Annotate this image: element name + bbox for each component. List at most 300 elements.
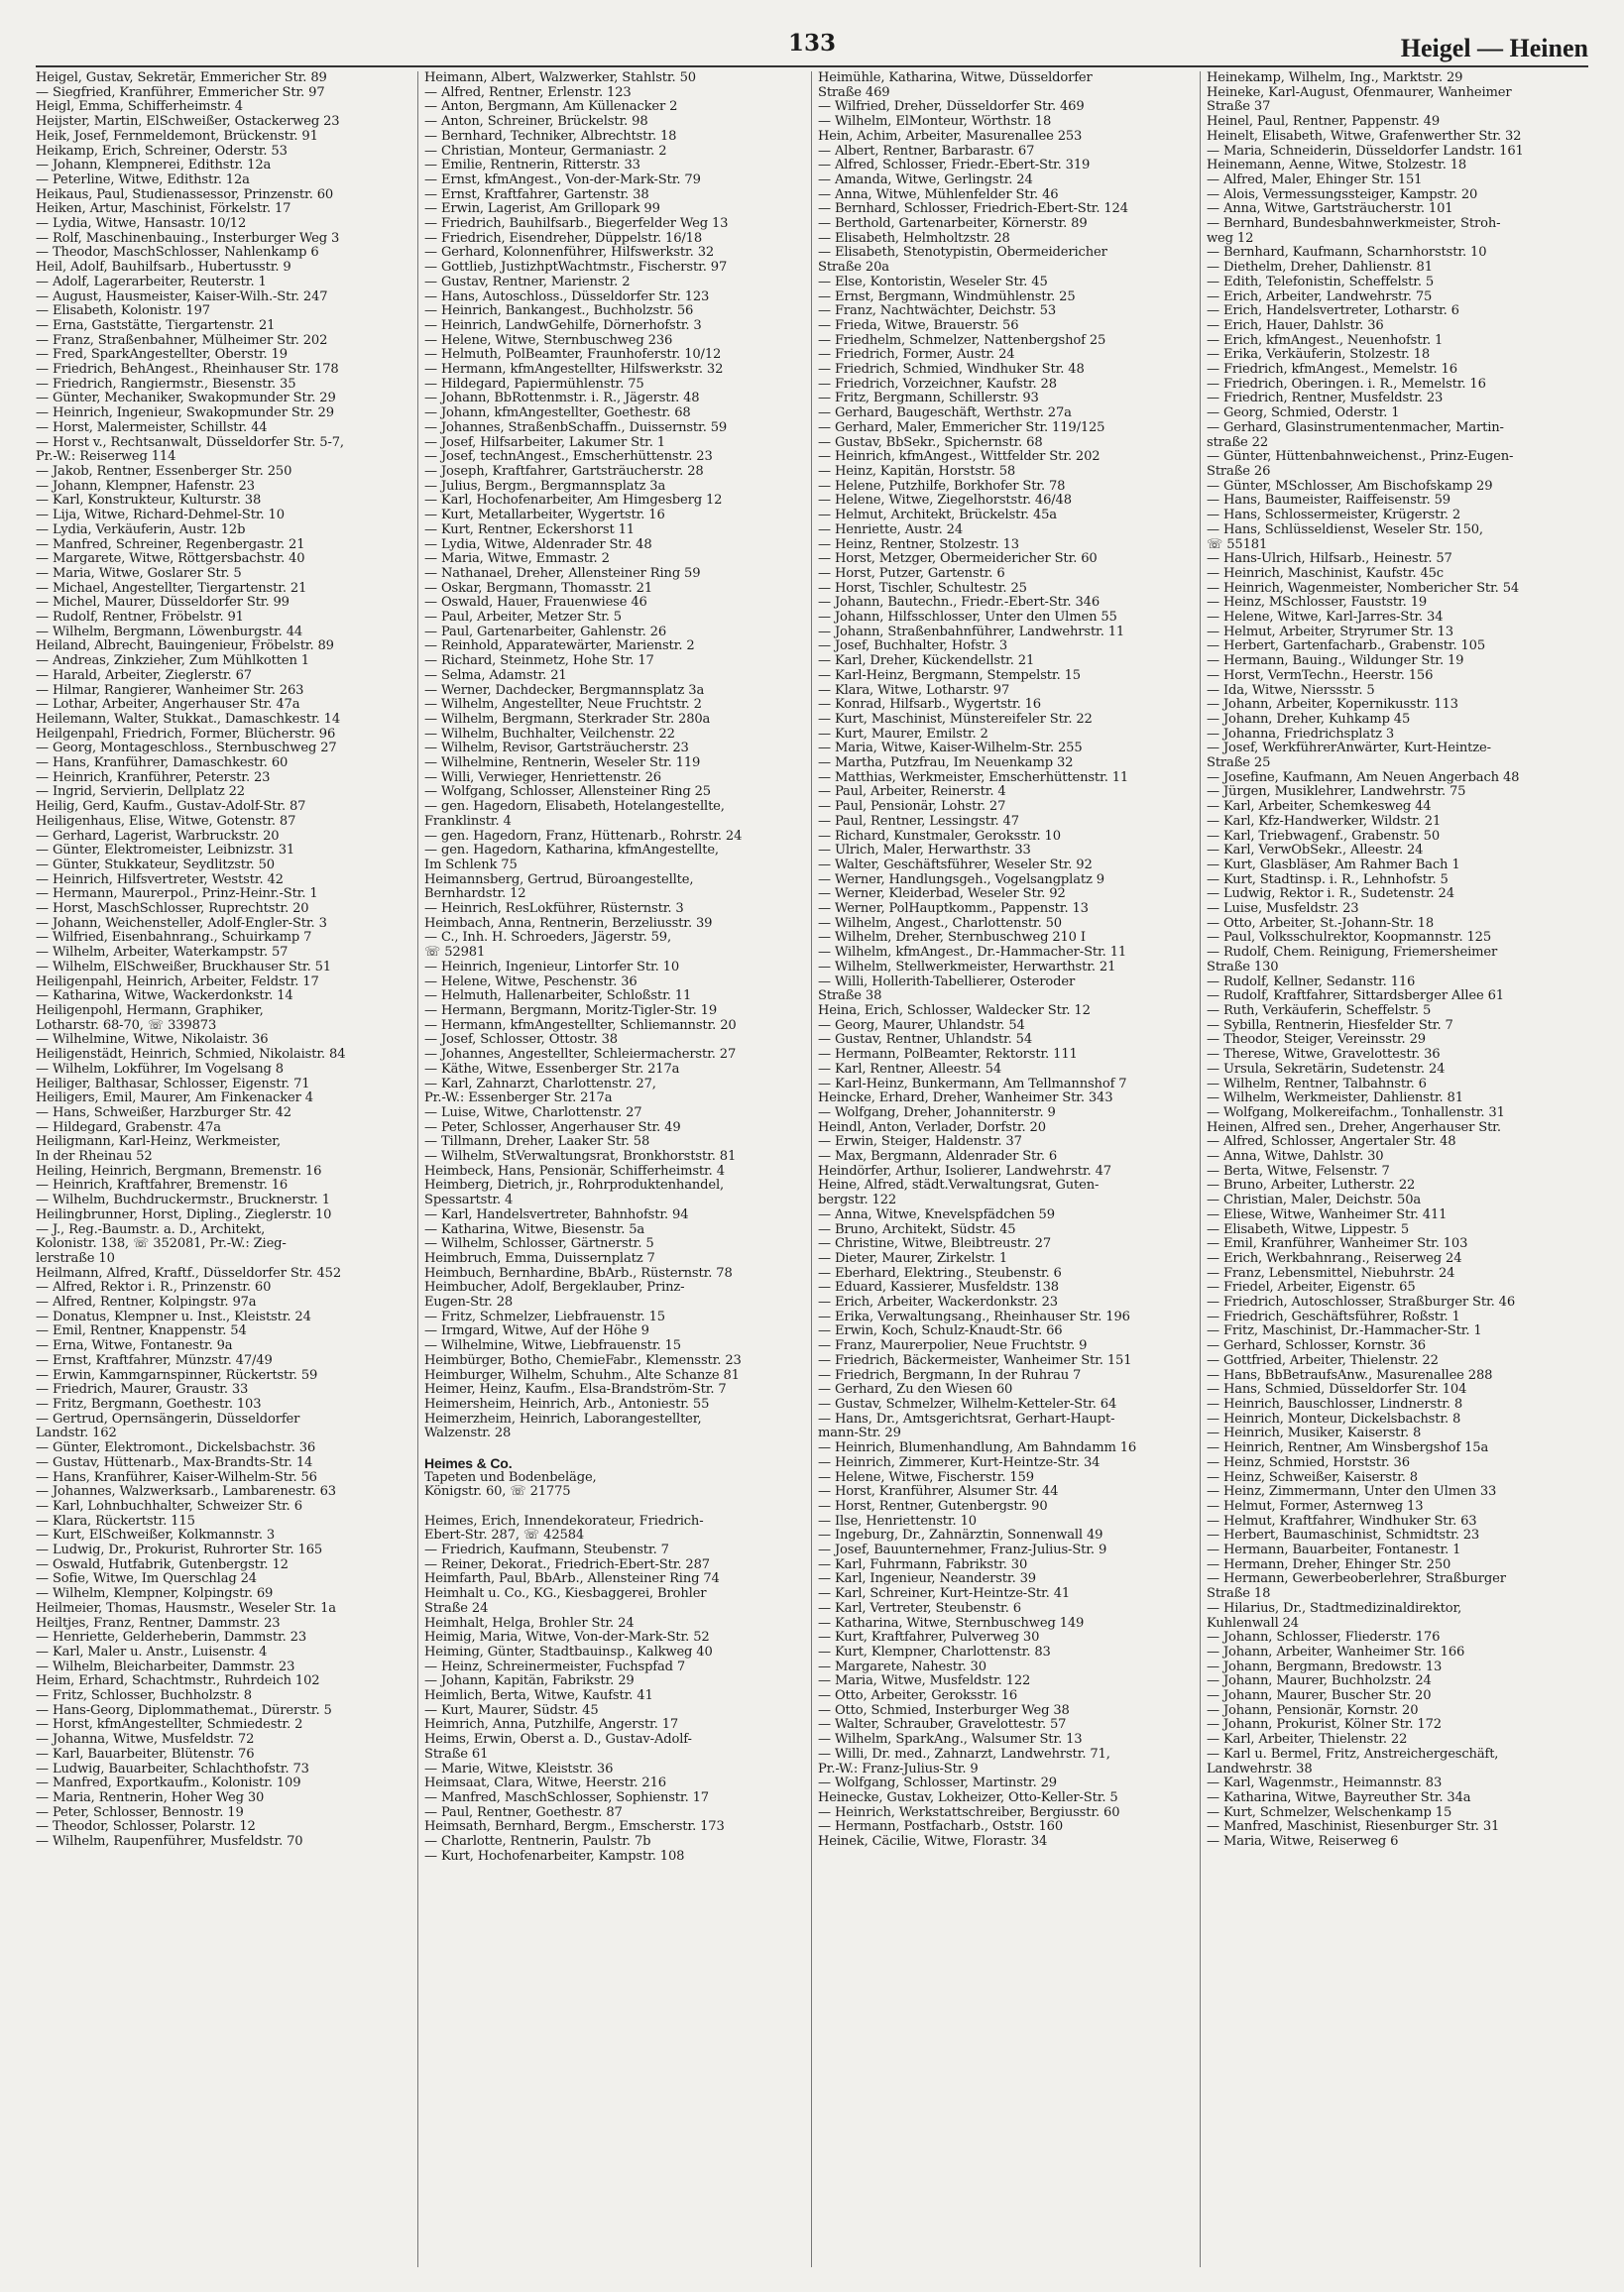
directory-entry-line: — Walter, Geschäftsführer, Weseler Str. 92 <box>818 858 1093 872</box>
directory-entry-line: — Katharina, Witwe, Bayreuther Str. 34a <box>1207 1790 1471 1805</box>
directory-entry-line: Heimfarth, Paul, BbArb., Allensteiner Ring 74 <box>424 1572 720 1587</box>
directory-entry-line: Heinek, Cäcilie, Witwe, Florastr. 34 <box>818 1835 1048 1850</box>
directory-entry-line: — Karl, Wagenmstr., Heimannstr. 83 <box>1207 1776 1443 1791</box>
directory-entry-line: — J., Reg.-Baumstr. a. D., Architekt, <box>36 1222 266 1237</box>
directory-entry-line: — Horst, Malermeister, Schillstr. 44 <box>36 420 268 435</box>
directory-entry-line: — Hermann, PolBeamter, Rektorstr. 111 <box>818 1048 1078 1063</box>
directory-entry-line: Heinelt, Elisabeth, Witwe, Grafenwerther Str. 32 <box>1207 129 1522 144</box>
directory-entry-line: — Wilhelm, ElSchweißer, Bruckhauser Str. 51 <box>36 960 331 974</box>
directory-entry-line: — Johannes, Walzwerksarb., Lambarenestr. 63 <box>36 1485 336 1500</box>
directory-entry-line: — Helmut, Architekt, Brückelstr. 45a <box>818 509 1057 523</box>
directory-entry-line: — Karl, Zahnarzt, Charlottenstr. 27, <box>424 1077 656 1091</box>
directory-entry-line: weg 12 <box>1207 231 1254 246</box>
directory-entry-line: — gen. Hagedorn, Elisabeth, Hotelangestellte, <box>424 800 725 815</box>
directory-entry-line: — Karl, Arbeiter, Thielenstr. 22 <box>1207 1733 1408 1748</box>
directory-entry-line: — Ulrich, Maler, Herwarthstr. 33 <box>818 844 1031 859</box>
directory-entry-line: Heimig, Maria, Witwe, Von-der-Mark-Str. 52 <box>424 1631 710 1646</box>
directory-entry-line: — Kurt, Maurer, Emilstr. 2 <box>818 727 988 742</box>
directory-entry-line: — Wilfried, Dreher, Düsseldorfer Str. 469 <box>818 100 1085 115</box>
directory-entry-line: — Gerhard, Schlosser, Kornstr. 36 <box>1207 1339 1426 1354</box>
directory-entry-line: — Katharina, Witwe, Sternbuschweg 149 <box>818 1616 1085 1631</box>
directory-entry-line: — Karl, Arbeiter, Schemkesweg 44 <box>1207 800 1432 815</box>
directory-entry-line: — Heinrich, Bankangest., Buchholzstr. 56 <box>424 304 694 319</box>
directory-entry-line: — Julius, Bergm., Bergmannsplatz 3a <box>424 479 666 494</box>
directory-entry-line: — Georg, Montageschloss., Sternbuschweg 27 <box>36 742 337 756</box>
directory-entry-line: — Hans, Baumeister, Raiffeisenstr. 59 <box>1207 494 1450 509</box>
directory-entry-line: — Wilhelm, Werkmeister, Dahlienstr. 81 <box>1207 1091 1463 1106</box>
directory-entry-line: — Hermann, Maurerpol., Prinz-Heinr.-Str. 1 <box>36 887 318 902</box>
directory-entry-line: — Wilhelmine, Witwe, Liebfrauenstr. 15 <box>424 1339 681 1354</box>
directory-entry-line: Pr.-W.: Franz-Julius-Str. 9 <box>818 1762 979 1776</box>
directory-entry-line: Heimbürger, Botho, ChemieFabr., Klemensstr. 23 <box>424 1353 742 1368</box>
directory-entry-line: — Friedrich, Oberingen. i. R., Memelstr. 16 <box>1207 377 1486 392</box>
directory-entry-line: Heina, Erich, Schlosser, Waldecker Str. 12 <box>818 1004 1091 1018</box>
directory-entry-line: — Oswald, Hauer, Frauenwiese 46 <box>424 596 647 611</box>
directory-entry-line: — Lothar, Arbeiter, Angerhauser Str. 47a <box>36 698 300 713</box>
directory-entry-line: — Heinrich, Wagenmeister, Nombericher Str. 54 <box>1207 581 1520 596</box>
directory-entry-line: — Margarete, Witwe, Röttgersbachstr. 40 <box>36 552 305 567</box>
directory-entry-line: — Hans, Schlossermeister, Krügerstr. 2 <box>1207 509 1461 523</box>
directory-entry-line: — Gerhard, Zu den Wiesen 60 <box>818 1383 1013 1398</box>
directory-entry-line: Spessartstr. 4 <box>424 1194 514 1208</box>
directory-entry-line: — Jakob, Rentner, Essenberger Str. 250 <box>36 464 292 479</box>
directory-entry-line: Heimes, Erich, Innendekorateur, Friedrich- <box>424 1514 704 1529</box>
directory-entry-line: — Rudolf, Kellner, Sedanstr. 116 <box>1207 974 1416 989</box>
directory-entry-line: In der Rheinau 52 <box>36 1150 153 1165</box>
directory-entry-line: — Hans, BbBetraufsAnw., Masurenallee 288 <box>1207 1368 1493 1383</box>
directory-entry-line: — Josef, technAngest., Emscherhüttenstr. 23 <box>424 450 713 465</box>
directory-entry-line: — Erich, kfmAngest., Neuenhofstr. 1 <box>1207 333 1444 348</box>
directory-entry-line: — Manfred, Schreiner, Regenbergastr. 21 <box>36 537 305 552</box>
directory-entry-line: — Franz, Nachtwächter, Deichstr. 53 <box>818 304 1057 319</box>
directory-entry-line: — Paul, Volksschulrektor, Koopmannstr. 125 <box>1207 931 1492 946</box>
directory-entry-line: Königstr. 60, ☏ 21775 <box>424 1485 571 1500</box>
directory-entry-line: — Karl, Fuhrmann, Fabrikstr. 30 <box>818 1557 1028 1572</box>
directory-entry-line: — Anna, Witwe, Mühlenfelder Str. 46 <box>818 187 1059 202</box>
directory-entry-line: — Wilhelm, Dreher, Sternbuschweg 210 I <box>818 931 1086 946</box>
directory-entry-line: — Friedrich, Geschäftsführer, Roßstr. 1 <box>1207 1310 1460 1324</box>
directory-entry-line: Heimerzheim, Heinrich, Laborangestellter, <box>424 1412 702 1427</box>
directory-entry-line: Heims, Erwin, Oberst a. D., Gustav-Adolf- <box>424 1733 692 1748</box>
directory-entry-line: ☏ 55181 <box>1207 537 1268 552</box>
directory-entry-line: — Kurt, Stadtinsp. i. R., Lehnhofstr. 5 <box>1207 872 1449 887</box>
directory-entry-line: — Wolfgang, Schlosser, Allensteiner Ring 25 <box>424 785 711 800</box>
directory-entry-line: — gen. Hagedorn, Franz, Hüttenarb., Rohrstr. 24 <box>424 829 743 844</box>
directory-entry-line: — Horst, Kranführer, Alsumer Str. 44 <box>818 1485 1059 1500</box>
directory-entry-line: — Friedel, Arbeiter, Eigenstr. 65 <box>1207 1281 1416 1296</box>
directory-entry-line: — Wilhelm, Bleicharbeiter, Dammstr. 23 <box>36 1660 295 1674</box>
directory-entry-line: — Paul, Arbeiter, Reinerstr. 4 <box>818 785 1006 800</box>
directory-entry-line: — Anna, Witwe, Dahlstr. 30 <box>1207 1150 1384 1165</box>
directory-entry-line: — Josef, Buchhalter, Hofstr. 3 <box>818 639 1008 654</box>
directory-entry-line: Heilemann, Walter, Stukkat., Damaschkestr. 14 <box>36 712 340 727</box>
directory-entry-line: Heimbeck, Hans, Pensionär, Schifferheimstr. 4 <box>424 1164 725 1179</box>
directory-entry-line: Heimbuch, Bernhardine, BbArb., Rüsternstr. 78 <box>424 1266 733 1281</box>
directory-entry-line: — Franz, Lebensmittel, Niebuhrstr. 24 <box>1207 1266 1455 1281</box>
directory-entry-line: — Johann, Klempner, Hafenstr. 23 <box>36 479 255 494</box>
directory-entry-line: lerstraße 10 <box>36 1251 115 1266</box>
directory-entry-line: — Katharina, Witwe, Biesenstr. 5a <box>424 1222 645 1237</box>
directory-entry-line: — Frieda, Witwe, Brauerstr. 56 <box>818 318 1019 333</box>
directory-entry-line: Heimes & Co. <box>424 1455 513 1471</box>
directory-entry-line: Hein, Achim, Arbeiter, Masurenallee 253 <box>818 129 1083 144</box>
directory-entry-line: — Paul, Rentner, Goethestr. 87 <box>424 1805 623 1820</box>
directory-entry-line: — Hans-Ulrich, Hilfsarb., Heinestr. 57 <box>1207 552 1452 567</box>
directory-entry-line: — Erich, Werkbahnrang., Reiserweg 24 <box>1207 1251 1462 1266</box>
directory-entry-line: Franklinstr. 4 <box>424 814 512 829</box>
directory-entry-line: — Johann, Maurer, Buscher Str. 20 <box>1207 1689 1432 1704</box>
directory-entry-line: — Andreas, Zinkzieher, Zum Mühlkotten 1 <box>36 654 309 669</box>
directory-entry-line: Heik, Josef, Fernmeldemont, Brückenstr. 91 <box>36 129 318 144</box>
directory-entry-line: — Maria, Witwe, Emmastr. 2 <box>424 552 610 567</box>
directory-entry-line: — Berta, Witwe, Felsenstr. 7 <box>1207 1164 1390 1179</box>
directory-entry-line: — Karl, Lohnbuchhalter, Schweizer Str. 6 <box>36 1499 302 1514</box>
directory-entry-line: — Heinz, Rentner, Stolzestr. 13 <box>818 537 1019 552</box>
directory-entry-line: Heijster, Martin, ElSchweißer, Ostackerweg 23 <box>36 115 340 130</box>
directory-entry-line: — Katharina, Witwe, Wackerdonkstr. 14 <box>36 989 293 1004</box>
directory-column-4 <box>1207 71 1588 2284</box>
directory-entry-line: — Günter, MSchlosser, Am Bischofskamp 29 <box>1207 479 1493 494</box>
directory-entry-line: Straße 26 <box>1207 464 1271 479</box>
directory-entry-line: — Kurt, Hochofenarbeiter, Kampstr. 108 <box>424 1849 685 1864</box>
directory-entry-line: — Fritz, Schlosser, Buchholzstr. 8 <box>36 1689 252 1704</box>
directory-entry-line: — Hermann, kfmAngestellter, Schliemannstr. 20 <box>424 1018 737 1033</box>
directory-entry-line: — Kurt, ElSchweißer, Kolkmannstr. 3 <box>36 1529 276 1544</box>
directory-entry-line: — Hermann, Postfacharb., Oststr. 160 <box>818 1820 1064 1835</box>
directory-entry-line: — Alfred, Schlosser, Friedr.-Ebert-Str. 319 <box>818 159 1091 173</box>
directory-entry-line: — Johann, Weichensteller, Adolf-Engler-Str. 3 <box>36 916 327 931</box>
directory-entry-line: — Werner, Handlungsgeh., Vogelsangplatz 9 <box>818 872 1104 887</box>
directory-entry-line: — Gustav, Rentner, Uhlandstr. 54 <box>818 1033 1032 1048</box>
directory-entry-line: — Willi, Hollerith-Tabellierer, Osteroder <box>818 974 1076 989</box>
directory-entry-line: — Hermann, Bauarbeiter, Fontanestr. 1 <box>1207 1544 1461 1558</box>
directory-entry-line: — Wilhelm, kfmAngest., Dr.-Hammacher-Str. 11 <box>818 946 1127 961</box>
directory-entry-line: — Elisabeth, Kolonistr. 197 <box>36 304 210 319</box>
directory-entry-line: — Kurt, Maschinist, Münstereifeler Str. 22 <box>818 712 1093 727</box>
directory-entry-line: — C., Inh. H. Schroeders, Jägerstr. 59, <box>424 931 672 946</box>
directory-entry-line: — Luise, Musfeldstr. 23 <box>1207 902 1359 917</box>
directory-entry-line: Heinen, Alfred sen., Dreher, Angerhauser Str. <box>1207 1120 1501 1135</box>
directory-entry-line: — Helene, Putzhilfe, Borkhofer Str. 78 <box>818 479 1066 494</box>
directory-entry-line: — Erich, Hauer, Dahlstr. 36 <box>1207 318 1384 333</box>
directory-entry-line: — Kurt, Kraftfahrer, Pulverweg 30 <box>818 1631 1040 1646</box>
directory-entry-line: Heimersheim, Heinrich, Arb., Antoniestr. 55 <box>424 1397 710 1412</box>
directory-entry-line: — Heinrich, Ingenieur, Lintorfer Str. 10 <box>424 960 680 974</box>
directory-entry-line: — Wilhelmine, Witwe, Nikolaistr. 36 <box>36 1033 269 1048</box>
directory-entry-line: — Werner, Kleiderbad, Weseler Str. 92 <box>818 887 1066 902</box>
directory-entry-line: — Erich, Handelsvertreter, Lotharstr. 6 <box>1207 304 1459 319</box>
directory-entry-line: — Johannes, Angestellter, Schleiermacherstr. 27 <box>424 1048 737 1063</box>
directory-entry-line: — Friedhelm, Schmelzer, Nattenbergshof 25 <box>818 333 1106 348</box>
directory-entry-line: — Karl, VerwObSekr., Alleestr. 24 <box>1207 844 1424 859</box>
directory-entry-line: — Horst, Putzer, Gartenstr. 6 <box>818 566 1005 581</box>
directory-entry-line: — Heinz, Schweißer, Kaiserstr. 8 <box>1207 1470 1418 1485</box>
directory-entry-line: — Karl, Hochofenarbeiter, Am Himgesberg 12 <box>424 494 723 509</box>
directory-entry-line: — Heinrich, Rentner, Am Winsbergshof 15a <box>1207 1441 1489 1456</box>
directory-entry-line: — Günter, Elektromeister, Leibnizstr. 31 <box>36 844 295 859</box>
directory-entry-line: — Wolfgang, Molkereifachm., Tonhallenstr. 31 <box>1207 1105 1505 1120</box>
directory-entry-line: — Georg, Schmied, Oderstr. 1 <box>1207 406 1400 421</box>
directory-entry-line: — Karl, Dreher, Kückendellstr. 21 <box>818 654 1035 669</box>
directory-entry-line: — Friedrich, Rangiermstr., Biesenstr. 35 <box>36 377 296 392</box>
directory-entry-line: — Manfred, Maschinist, Riesenburger Str. 31 <box>1207 1820 1500 1835</box>
directory-entry-line: — Matthias, Werkmeister, Emscherhüttenstr. 11 <box>818 770 1129 785</box>
directory-entry-line: Heiligmann, Karl-Heinz, Werkmeister, <box>36 1135 281 1150</box>
directory-entry-line: — Gottfried, Arbeiter, Thielenstr. 22 <box>1207 1353 1439 1368</box>
directory-entry-line: Heine, Alfred, städt.Verwaltungsrat, Guten- <box>818 1179 1100 1194</box>
directory-entry-line: — Heinz, Schreinermeister, Fuchspfad 7 <box>424 1660 686 1674</box>
directory-entry-line: — Gerhard, Kolonnenführer, Hilfswerkstr. 32 <box>424 246 715 261</box>
directory-entry-line: — Karl, Vertreter, Steubenstr. 6 <box>818 1601 1021 1616</box>
directory-entry-line: — Elisabeth, Stenotypistin, Obermeidericher <box>818 246 1107 261</box>
directory-entry-line: — Ilse, Henriettenstr. 10 <box>818 1514 977 1529</box>
directory-entry-line: — Wilhelm, Arbeiter, Waterkampstr. 57 <box>36 946 289 961</box>
directory-entry-line: — Johann, Dreher, Kuhkamp 45 <box>1207 712 1411 727</box>
directory-column-3 <box>818 71 1193 2284</box>
directory-entry-line: — Franz, Straßenbahner, Mülheimer Str. 202 <box>36 333 328 348</box>
directory-entry-line: Heimühle, Katharina, Witwe, Düsseldorfer <box>818 71 1093 85</box>
directory-entry-line: — Maria, Witwe, Musfeldstr. 122 <box>818 1674 1031 1689</box>
directory-entry-line: — Friedrich, Bergmann, In der Ruhrau 7 <box>818 1368 1082 1383</box>
directory-entry-line: Kolonistr. 138, ☏ 352081, Pr.-W.: Zieg- <box>36 1237 287 1252</box>
directory-entry-line: Straße 18 <box>1207 1587 1271 1602</box>
directory-entry-line: — Hildegard, Papiermühlenstr. 75 <box>424 377 644 392</box>
directory-entry-line: — Klara, Witwe, Lotharstr. 97 <box>818 683 1010 698</box>
directory-entry-line: — Therese, Witwe, Gravelottestr. 36 <box>1207 1048 1441 1063</box>
directory-entry-line: — Kurt, Schmelzer, Welschenkamp 15 <box>1207 1805 1452 1820</box>
directory-entry-line: — Friedrich, Autoschlosser, Straßburger Str. 46 <box>1207 1296 1516 1311</box>
directory-entry-line: Heiliger, Balthasar, Schlosser, Eigenstr. 71 <box>36 1077 310 1091</box>
directory-entry-line: — Erich, Arbeiter, Wackerdonkstr. 23 <box>818 1296 1058 1311</box>
directory-entry-line: — Dieter, Maurer, Zirkelstr. 1 <box>818 1251 1008 1266</box>
directory-entry-line: — Friedrich, Maurer, Graustr. 33 <box>36 1383 249 1398</box>
directory-entry-line: Heimer, Heinz, Kaufm., Elsa-Brandström-Str. 7 <box>424 1383 727 1398</box>
directory-entry-line: — Richard, Kunstmaler, Geroksstr. 10 <box>818 829 1061 844</box>
directory-entry-line: — Wilhelm, Klempner, Kolpingstr. 69 <box>36 1587 274 1602</box>
directory-entry-line: Heimhalt u. Co., KG., Kiesbaggerei, Brohler <box>424 1587 707 1602</box>
directory-entry-line: — Willi, Verwieger, Henriettenstr. 26 <box>424 770 661 785</box>
directory-entry-line: — Irmgard, Witwe, Auf der Höhe 9 <box>424 1324 649 1339</box>
directory-entry-line: — Johann, Schlosser, Fliederstr. 176 <box>1207 1631 1441 1646</box>
directory-entry-line: — August, Hausmeister, Kaiser-Wilh.-Str. 247 <box>36 289 328 304</box>
directory-entry-line: — Friedrich, Vorzeichner, Kaufstr. 28 <box>818 377 1057 392</box>
directory-entry-line: — Karl, Maler u. Anstr., Luisenstr. 4 <box>36 1645 268 1660</box>
directory-entry-line: — Fritz, Schmelzer, Liebfrauenstr. 15 <box>424 1310 665 1324</box>
directory-entry-line: Heimlich, Berta, Witwe, Kaufstr. 41 <box>424 1689 653 1704</box>
running-head: Heigel — Heinen <box>1400 34 1588 62</box>
directory-entry-line: — Gertrud, Opernsängerin, Düsseldorfer <box>36 1412 300 1427</box>
directory-entry-line: — Theodor, Steiger, Vereinsstr. 29 <box>1207 1033 1426 1048</box>
directory-entry-line: — Karl, Konstrukteur, Kulturstr. 38 <box>36 494 262 509</box>
directory-entry-line: Heiken, Artur, Maschinist, Förkelstr. 17 <box>36 202 291 217</box>
directory-entry-line: Heimbruch, Emma, Duissernplatz 7 <box>424 1251 655 1266</box>
directory-entry-line: — Horst, kfmAngestellter, Schmiedestr. 2 <box>36 1718 303 1733</box>
directory-entry-line: — Hilarius, Dr., Stadtmedizinaldirektor, <box>1207 1601 1462 1616</box>
directory-entry-line: — Helene, Witwe, Karl-Jarres-Str. 34 <box>1207 611 1444 626</box>
directory-entry-line: — Nathanael, Dreher, Allensteiner Ring 59 <box>424 566 701 581</box>
directory-entry-line: — Wilfried, Eisenbahnrang., Schuirkamp 7 <box>36 931 312 946</box>
directory-entry-line: Heimberg, Dietrich, jr., Rohrproduktenhandel, <box>424 1179 725 1194</box>
directory-entry-line: — Edith, Telefonistin, Scheffelstr. 5 <box>1207 275 1435 289</box>
directory-entry-line: — Bruno, Architekt, Südstr. 45 <box>818 1222 1016 1237</box>
directory-entry-line: Heinecke, Gustav, Lokheizer, Otto-Keller-Str. 5 <box>818 1790 1118 1805</box>
directory-entry-line: Heincke, Erhard, Dreher, Wanheimer Str. 343 <box>818 1091 1113 1106</box>
directory-entry-line: straße 22 <box>1207 435 1269 450</box>
directory-entry-line: — Henriette, Austr. 24 <box>818 522 964 537</box>
directory-entry-line: — Theodor, MaschSchlosser, Nahlenkamp 6 <box>36 246 319 261</box>
directory-entry-line: — Erwin, Kammgarnspinner, Rückertstr. 59 <box>36 1368 318 1383</box>
directory-entry-line: — Gustav, Hüttenarb., Max-Brandts-Str. 14 <box>36 1455 313 1470</box>
directory-entry-line: — Friedrich, kfmAngest., Memelstr. 16 <box>1207 363 1457 378</box>
directory-entry-line: — Friedrich, Kaufmann, Steubenstr. 7 <box>424 1544 669 1558</box>
directory-entry-line: — Sybilla, Rentnerin, Hiesfelder Str. 7 <box>1207 1018 1453 1033</box>
directory-entry-line: — Alfred, Rentner, Kolpingstr. 97a <box>36 1296 257 1311</box>
directory-entry-line: — Horst, MaschSchlosser, Ruprechtstr. 20 <box>36 902 309 917</box>
directory-entry-line: — Helene, Witwe, Ziegelhorststr. 46/48 <box>818 494 1072 509</box>
directory-entry-line <box>424 1441 805 1456</box>
directory-entry-line: — Michael, Angestellter, Tiergartenstr. 21 <box>36 581 307 596</box>
directory-entry-line: — Oswald, Hutfabrik, Gutenbergstr. 12 <box>36 1557 289 1572</box>
directory-entry-line: Eugen-Str. 28 <box>424 1296 514 1311</box>
directory-entry-line: — Heinrich, ResLokführer, Rüsternstr. 3 <box>424 902 684 917</box>
directory-entry-line: — Karl, Handelsvertreter, Bahnhofstr. 94 <box>424 1207 689 1222</box>
directory-entry-line: — Kurt, Metallarbeiter, Wygertstr. 16 <box>424 509 665 523</box>
directory-entry-line: — Wilhelm, Lokführer, Im Vogelsang 8 <box>36 1062 284 1077</box>
directory-entry-line: — Heinrich, Blumenhandlung, Am Bahndamm 16 <box>818 1441 1137 1456</box>
directory-entry-line: — Helmut, Kraftfahrer, Windhuker Str. 63 <box>1207 1514 1477 1529</box>
directory-entry-line: — Christine, Witwe, Bleibtreustr. 27 <box>818 1237 1052 1252</box>
directory-entry-line: — Helmut, Arbeiter, Stryrumer Str. 13 <box>1207 625 1453 639</box>
directory-entry-line: Straße 20a <box>818 261 889 276</box>
directory-entry-line: — Otto, Schmied, Insterburger Weg 38 <box>818 1703 1070 1718</box>
directory-entry-line: Heilingbrunner, Horst, Dipling., Zieglerstr. 10 <box>36 1207 332 1222</box>
directory-entry-line: — Josef, Schlosser, Ottostr. 38 <box>424 1033 618 1048</box>
directory-entry-line: Kuhlenwall 24 <box>1207 1616 1299 1631</box>
directory-entry-line: — Otto, Arbeiter, Geroksstr. 16 <box>818 1689 1018 1704</box>
directory-entry-line: — Gerhard, Maler, Emmericher Str. 119/125 <box>818 420 1105 435</box>
column-divider <box>811 71 812 2267</box>
directory-entry-line: — Elisabeth, Helmholtzstr. 28 <box>818 231 1010 246</box>
directory-entry-line: — Fred, SparkAngestellter, Oberstr. 19 <box>36 348 288 363</box>
directory-entry-line: Straße 130 <box>1207 960 1279 974</box>
directory-entry-line: Heinekamp, Wilhelm, Ing., Marktstr. 29 <box>1207 71 1463 85</box>
directory-entry-line: — Peterline, Witwe, Edithstr. 12a <box>36 172 250 187</box>
directory-entry-line: — Fritz, Bergmann, Goethestr. 103 <box>36 1397 262 1412</box>
directory-entry-line: — Hans, Kranführer, Damaschkestr. 60 <box>36 756 289 771</box>
directory-entry-line: — Wilhelm, Revisor, Gartsträucherstr. 23 <box>424 742 689 756</box>
directory-entry-line: — Friedrich, Bäckermeister, Wanheimer Str. 151 <box>818 1353 1132 1368</box>
directory-entry-line: — Rudolf, Chem. Reinigung, Friemersheimer <box>1207 946 1498 961</box>
directory-entry-line: — Bernhard, Schlosser, Friedrich-Ebert-Str. 124 <box>818 202 1128 217</box>
directory-entry-line: — Helmuth, Hallenarbeiter, Schloßstr. 11 <box>424 989 692 1004</box>
directory-entry-line: Straße 469 <box>818 85 890 100</box>
directory-entry-line: — Heinrich, Kraftfahrer, Bremenstr. 16 <box>36 1179 289 1194</box>
directory-entry-line: — Heinz, Schmied, Horststr. 36 <box>1207 1455 1410 1470</box>
directory-entry-line: — Konrad, Hilfsarb., Wygertstr. 16 <box>818 698 1041 713</box>
directory-entry-line: — Heinrich, Musiker, Kaiserstr. 8 <box>1207 1427 1422 1441</box>
directory-entry-line: Pr.-W.: Reiserweg 114 <box>36 450 176 465</box>
directory-entry-line: — Erika, Verwaltungsang., Rheinhauser Str. 196 <box>818 1310 1130 1324</box>
directory-entry-line: — Bruno, Arbeiter, Lutherstr. 22 <box>1207 1179 1416 1194</box>
directory-entry-line: — Eliese, Witwe, Wanheimer Str. 411 <box>1207 1207 1448 1222</box>
directory-entry-line: — Rolf, Maschinenbauing., Insterburger Weg 3 <box>36 231 340 246</box>
directory-entry-line: — Hermann, Bauing., Wildunger Str. 19 <box>1207 654 1464 669</box>
directory-entry-line: — Emil, Kranführer, Wanheimer Str. 103 <box>1207 1237 1468 1252</box>
directory-entry-line: — Johann, Straßenbahnführer, Landwehrstr. 11 <box>818 625 1125 639</box>
page-number: 133 <box>787 30 836 57</box>
directory-entry-line: — Erna, Witwe, Fontanestr. 9a <box>36 1339 233 1354</box>
directory-entry-line: — Willi, Dr. med., Zahnarzt, Landwehrstr. 71, <box>818 1747 1110 1762</box>
directory-entry-line: — Bernhard, Techniker, Albrechtstr. 18 <box>424 129 677 144</box>
directory-entry-line: — Heinrich, LandwGehilfe, Dörnerhofstr. 3 <box>424 318 702 333</box>
directory-entry-line: — Wilhelm, SparkAng., Walsumer Str. 13 <box>818 1733 1083 1748</box>
directory-entry-line: Heiligenpahl, Heinrich, Arbeiter, Feldstr. 17 <box>36 974 319 989</box>
directory-entry-line: — Johanna, Friedrichsplatz 3 <box>1207 727 1395 742</box>
directory-entry-line: — Amanda, Witwe, Gerlingstr. 24 <box>818 172 1033 187</box>
directory-entry-line: — Wilhelm, Schlosser, Gärtnerstr. 5 <box>424 1237 654 1252</box>
directory-entry-line: — Karl u. Bermel, Fritz, Anstreichergeschäft, <box>1207 1747 1499 1762</box>
column-divider <box>417 71 418 2267</box>
directory-entry-line: — Fritz, Bergmann, Schillerstr. 93 <box>818 392 1039 406</box>
directory-entry-line: — Diethelm, Dreher, Dahlienstr. 81 <box>1207 261 1433 276</box>
directory-entry-line: — Siegfried, Kranführer, Emmericher Str. 97 <box>36 85 325 100</box>
directory-entry-line: — Hans, Dr., Amtsgerichtsrat, Gerhart-Haupt- <box>818 1412 1115 1427</box>
directory-entry-line: — Johann, Maurer, Buchholzstr. 24 <box>1207 1674 1432 1689</box>
directory-entry-line: bergstr. 122 <box>818 1194 897 1208</box>
directory-entry-line: — Adolf, Lagerarbeiter, Reuterstr. 1 <box>36 275 267 289</box>
directory-entry-line: — Wolfgang, Dreher, Johanniterstr. 9 <box>818 1105 1056 1120</box>
directory-entry-line: — Anton, Schreiner, Brückelstr. 98 <box>424 115 648 130</box>
directory-entry-line: — Günter, Stukkateur, Seydlitzstr. 50 <box>36 858 275 872</box>
directory-entry-line: — Erika, Verkäuferin, Stolzestr. 18 <box>1207 348 1431 363</box>
directory-entry-line: — Josefine, Kaufmann, Am Neuen Angerbach 48 <box>1207 770 1520 785</box>
directory-entry-line: ☏ 52981 <box>424 946 486 961</box>
directory-entry-line: Heinel, Paul, Rentner, Pappenstr. 49 <box>1207 115 1441 130</box>
directory-entry-line: — Karl, Triebwagenf., Grabenstr. 50 <box>1207 829 1440 844</box>
directory-entry-line: — Gustav, BbSekr., Spichernstr. 68 <box>818 435 1043 450</box>
directory-entry-line: — Peter, Schlosser, Bennostr. 19 <box>36 1805 244 1820</box>
directory-entry-line: — Johann, Kapitän, Fabrikstr. 29 <box>424 1674 635 1689</box>
directory-entry-line: — Klara, Rückertstr. 115 <box>36 1514 195 1529</box>
directory-entry-line: — Karl, Rentner, Alleestr. 54 <box>818 1062 1002 1077</box>
directory-entry-line: — Maria, Schneiderin, Düsseldorfer Landstr. 161 <box>1207 144 1524 159</box>
directory-entry-line: — Hans, Kranführer, Kaiser-Wilhelm-Str. 56 <box>36 1470 317 1485</box>
directory-entry-line: — Alfred, Rentner, Erlenstr. 123 <box>424 85 632 100</box>
directory-entry-line: — Harald, Arbeiter, Zieglerstr. 67 <box>36 668 252 683</box>
directory-entry-line: Heindl, Anton, Verlader, Dorfstr. 20 <box>818 1120 1046 1135</box>
directory-entry-line: — Else, Kontoristin, Weseler Str. 45 <box>818 275 1048 289</box>
directory-entry-line: — Horst, Rentner, Gutenbergstr. 90 <box>818 1499 1048 1514</box>
directory-entry-line: — Margarete, Nahestr. 30 <box>818 1660 986 1674</box>
directory-entry-line: — Rudolf, Kraftfahrer, Sittardsberger Allee 61 <box>1207 989 1504 1004</box>
directory-entry-line: — Kurt, Maurer, Südstr. 45 <box>424 1703 599 1718</box>
directory-entry-line: Heimhalt, Helga, Brohler Str. 24 <box>424 1616 635 1631</box>
directory-entry-line: — Wilhelm, ElMonteur, Wörthstr. 18 <box>818 115 1052 130</box>
directory-entry-line: — Karl, Kfz-Handwerker, Wildstr. 21 <box>1207 814 1442 829</box>
directory-entry-line: — Heinz, Zimmermann, Unter den Ulmen 33 <box>1207 1485 1497 1500</box>
directory-entry-line: — Hilmar, Rangierer, Wanheimer Str. 263 <box>36 683 304 698</box>
directory-entry-line: — Johann, BbRottenmstr. i. R., Jägerstr. 48 <box>424 392 700 406</box>
directory-entry-line: — Johann, Prokurist, Kölner Str. 172 <box>1207 1718 1442 1733</box>
directory-entry-line: Ebert-Str. 287, ☏ 42584 <box>424 1529 585 1544</box>
directory-entry-line: — Erwin, Lagerist, Am Grillopark 99 <box>424 202 660 217</box>
directory-entry-line: Heimsath, Bernhard, Bergm., Emscherstr. 173 <box>424 1820 725 1835</box>
directory-entry-line: Heiligers, Emil, Maurer, Am Finkenacker 4 <box>36 1091 313 1106</box>
directory-entry-line: Heiligenpohl, Hermann, Graphiker, <box>36 1004 264 1018</box>
directory-entry-line: — Anna, Witwe, Gartsträucherstr. 101 <box>1207 202 1453 217</box>
directory-entry-line: — Alois, Vermessungssteiger, Kampstr. 20 <box>1207 187 1478 202</box>
directory-entry-line: — Lydia, Witwe, Hansastr. 10/12 <box>36 217 247 232</box>
